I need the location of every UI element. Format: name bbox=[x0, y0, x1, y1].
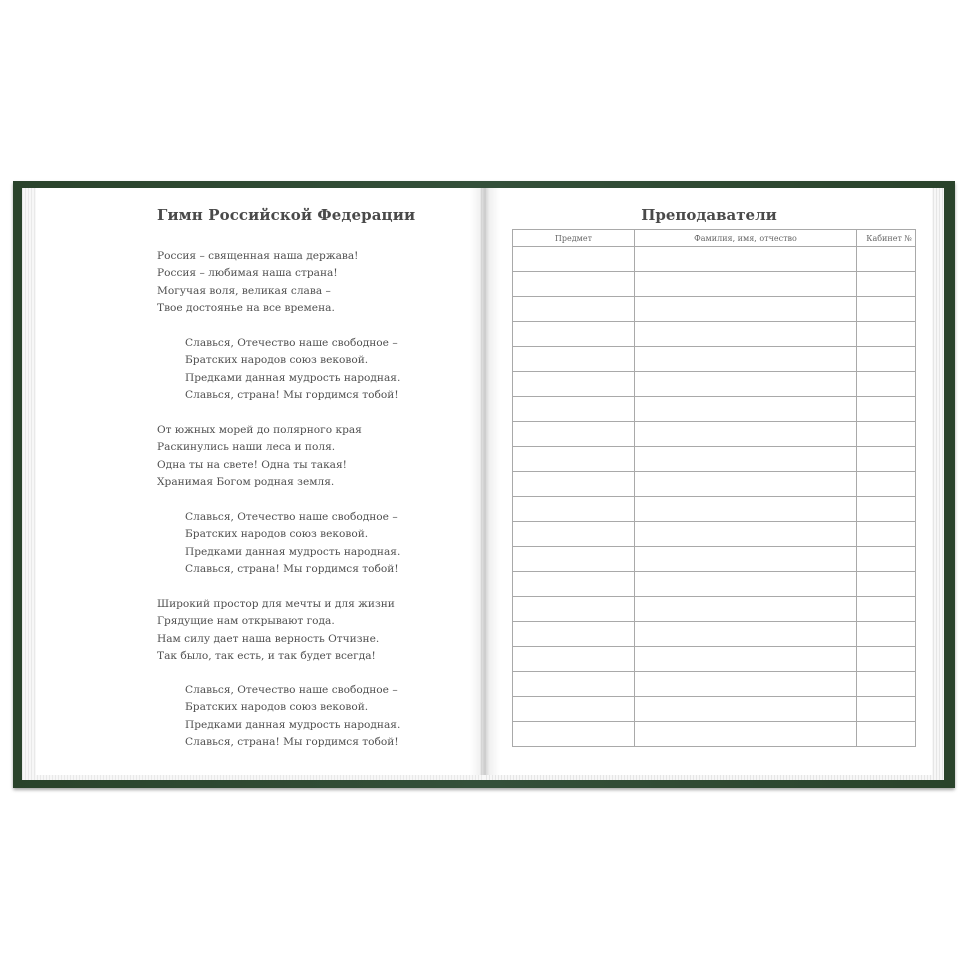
table-row bbox=[513, 347, 916, 372]
room-cell bbox=[857, 497, 916, 522]
table-row bbox=[513, 272, 916, 297]
full-name-cell bbox=[635, 322, 857, 347]
full-name-cell bbox=[635, 372, 857, 397]
verse-line: Славься, страна! Мы гордимся тобой! bbox=[185, 562, 399, 575]
subject-cell bbox=[513, 472, 635, 497]
full-name-cell bbox=[635, 547, 857, 572]
table-row bbox=[513, 547, 916, 572]
room-cell bbox=[857, 572, 916, 597]
room-cell bbox=[857, 422, 916, 447]
full-name-cell bbox=[635, 522, 857, 547]
subject-cell bbox=[513, 697, 635, 722]
verse-line: От южных морей до полярного края bbox=[157, 424, 362, 436]
room-cell bbox=[857, 397, 916, 422]
table-row bbox=[513, 522, 916, 547]
verse-line: Грядущие нам открывают года. bbox=[157, 615, 335, 628]
table-row bbox=[513, 447, 916, 472]
room-cell bbox=[857, 697, 916, 722]
table-row bbox=[513, 472, 916, 497]
verse-line: Предками данная мудрость народная. bbox=[185, 371, 401, 384]
full-name-cell bbox=[635, 597, 857, 622]
room-cell bbox=[857, 597, 916, 622]
full-name-cell bbox=[635, 572, 857, 597]
table-row bbox=[513, 397, 916, 422]
verse-line: Братских народов союз вековой. bbox=[185, 528, 369, 541]
full-name-cell bbox=[635, 647, 857, 672]
subject-cell bbox=[513, 722, 635, 747]
stanza-2-chorus bbox=[185, 335, 400, 404]
full-name-cell bbox=[635, 272, 857, 297]
table-row bbox=[513, 572, 916, 597]
subject-cell bbox=[513, 372, 635, 397]
room-cell bbox=[857, 247, 916, 272]
stanza-3 bbox=[157, 422, 362, 491]
subject-cell bbox=[513, 347, 635, 372]
verse-line: Нам силу дает наша верность Отчизне. bbox=[157, 632, 380, 645]
verse-line: Братских народов союз вековой. bbox=[185, 354, 369, 367]
column-header-room: Кабинет № bbox=[857, 230, 916, 247]
verse-line: Твое достоянье на все времена. bbox=[157, 301, 335, 314]
table-row bbox=[513, 622, 916, 647]
full-name-cell bbox=[635, 672, 857, 697]
anthem-title: Гимн Российской Федерации bbox=[157, 206, 416, 224]
full-name-cell bbox=[635, 497, 857, 522]
room-cell bbox=[857, 522, 916, 547]
verse-line: Широкий простор для мечты и для жизни bbox=[157, 598, 395, 610]
table-row bbox=[513, 497, 916, 522]
full-name-cell bbox=[635, 397, 857, 422]
full-name-cell bbox=[635, 297, 857, 322]
room-cell bbox=[857, 347, 916, 372]
room-cell bbox=[857, 647, 916, 672]
subject-cell bbox=[513, 647, 635, 672]
room-cell bbox=[857, 622, 916, 647]
full-name-cell bbox=[635, 247, 857, 272]
room-cell bbox=[857, 722, 916, 747]
subject-cell bbox=[513, 522, 635, 547]
verse-line: Предками данная мудрость народная. bbox=[185, 718, 401, 731]
full-name-cell bbox=[635, 447, 857, 472]
teachers-title: Преподаватели bbox=[641, 206, 777, 224]
verse-line: Славься, Отечество наше свободное – bbox=[185, 684, 398, 696]
book-gutter bbox=[470, 188, 500, 775]
room-cell bbox=[857, 272, 916, 297]
table-body bbox=[513, 247, 916, 747]
subject-cell bbox=[513, 322, 635, 347]
table-row bbox=[513, 597, 916, 622]
full-name-cell bbox=[635, 422, 857, 447]
table-row bbox=[513, 672, 916, 697]
table-row bbox=[513, 247, 916, 272]
verse-line: Россия – любимая наша страна! bbox=[157, 267, 338, 280]
verse-line: Славься, страна! Мы гордимся тобой! bbox=[185, 735, 399, 748]
verse-line: Раскинулись наши леса и поля. bbox=[157, 441, 336, 454]
table-header-row bbox=[513, 230, 916, 247]
verse-line: Славься, Отечество наше свободное – bbox=[185, 511, 398, 523]
subject-cell bbox=[513, 672, 635, 697]
full-name-cell bbox=[635, 347, 857, 372]
room-cell bbox=[857, 372, 916, 397]
stanza-6-chorus bbox=[185, 682, 400, 751]
verse-line: Могучая воля, великая слава – bbox=[157, 284, 331, 297]
subject-cell bbox=[513, 272, 635, 297]
subject-cell bbox=[513, 422, 635, 447]
teachers-table bbox=[512, 229, 916, 747]
room-cell bbox=[857, 547, 916, 572]
stanza-5 bbox=[157, 596, 395, 665]
subject-cell bbox=[513, 572, 635, 597]
column-header-full-name: Фамилия, имя, отчество bbox=[635, 230, 857, 247]
room-cell bbox=[857, 672, 916, 697]
room-cell bbox=[857, 447, 916, 472]
subject-cell bbox=[513, 497, 635, 522]
subject-cell bbox=[513, 297, 635, 322]
verse-line: Хранимая Богом родная земля. bbox=[157, 475, 335, 488]
subject-cell bbox=[513, 547, 635, 572]
subject-cell bbox=[513, 397, 635, 422]
full-name-cell bbox=[635, 472, 857, 497]
verse-line: Одна ты на свете! Одна ты такая! bbox=[157, 458, 347, 471]
full-name-cell bbox=[635, 697, 857, 722]
verse-line: Россия – священная наша держава! bbox=[157, 250, 359, 262]
table-row bbox=[513, 322, 916, 347]
subject-cell bbox=[513, 597, 635, 622]
table-row bbox=[513, 697, 916, 722]
subject-cell bbox=[513, 622, 635, 647]
verse-line: Так было, так есть, и так будет всегда! bbox=[157, 649, 376, 662]
room-cell bbox=[857, 472, 916, 497]
full-name-cell bbox=[635, 622, 857, 647]
subject-cell bbox=[513, 247, 635, 272]
column-header-subject: Предмет bbox=[513, 230, 635, 247]
verse-line: Братских народов союз вековой. bbox=[185, 701, 369, 714]
full-name-cell bbox=[635, 722, 857, 747]
table-row bbox=[513, 297, 916, 322]
verse-line: Славься, Отечество наше свободное – bbox=[185, 337, 398, 349]
stanza-4-chorus bbox=[185, 509, 400, 578]
subject-cell bbox=[513, 447, 635, 472]
verse-line: Предками данная мудрость народная. bbox=[185, 545, 401, 558]
table-row bbox=[513, 372, 916, 397]
verse-line: Славься, страна! Мы гордимся тобой! bbox=[185, 388, 399, 401]
room-cell bbox=[857, 297, 916, 322]
table-row bbox=[513, 422, 916, 447]
table-row bbox=[513, 722, 916, 747]
stanza-1 bbox=[157, 248, 358, 317]
table-row bbox=[513, 647, 916, 672]
room-cell bbox=[857, 322, 916, 347]
